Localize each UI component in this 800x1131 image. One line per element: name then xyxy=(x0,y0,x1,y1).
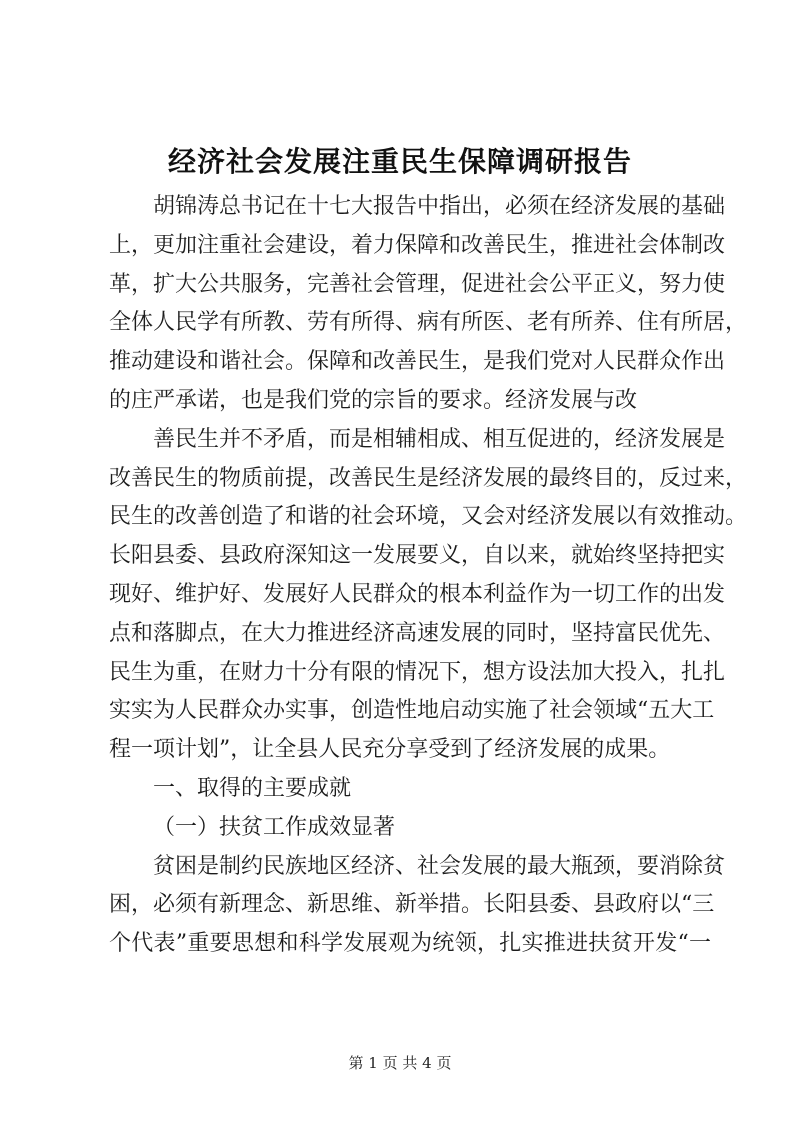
page-title: 经济社会发展注重民生保障调研报告 xyxy=(167,145,632,178)
paragraph-line: 程一项计划”，让全县人民充分享受到了经济发展的成果。 xyxy=(109,737,671,763)
paragraph-line: 上，更加注重社会建设，着力保障和改善民生，推进社会体制改 xyxy=(109,232,726,258)
document-body xyxy=(109,188,748,964)
paragraph-line: 善民生并不矛盾，而是相辅相成、相互促进的，经济发展是 xyxy=(153,426,726,452)
section-heading: 一、取得的主要成就 xyxy=(153,775,352,801)
paragraph-line: 实实为人民群众办实事，创造性地启动实施了社会领域“五大工 xyxy=(109,698,715,724)
paragraph-line: 胡锦涛总书记在十七大报告中指出，必须在经济发展的基础 xyxy=(153,194,726,219)
paragraph-line: 民生为重，在财力十分有限的情况下，想方设法加大投入，扎扎 xyxy=(109,659,726,685)
paragraph-line: 贫困是制约民族地区经济、社会发展的最大瓶颈，要消除贫 xyxy=(153,853,726,879)
paragraph-line: 个代表”重要思想和科学发展观为统领，扎实推进扶贫开发“一 xyxy=(109,931,711,957)
paragraph-line: 民生的改善创造了和谐的社会环境，又会对经济发展以有效推动。 xyxy=(109,504,748,530)
paragraph-line: 困，必须有新理念、新思维、新举措。长阳县委、县政府以“三 xyxy=(109,892,715,918)
page-footer: 第 1 页 共 4 页 xyxy=(348,1054,452,1072)
paragraph-line: 现好、维护好、发展好人民群众的根本利益作为一切工作的出发 xyxy=(109,581,726,607)
paragraph-line: 长阳县委、县政府深知这一发展要义，自以来，就始终坚持把实 xyxy=(109,543,726,569)
paragraph-line: 点和落脚点，在大力推进经济高速发展的同时，坚持富民优先、 xyxy=(109,620,726,646)
paragraph-line: 革，扩大公共服务，完善社会管理，促进社会公平正义，努力使 xyxy=(109,271,726,297)
subsection-heading: （一）扶贫工作成效显著 xyxy=(153,814,396,840)
paragraph-line: 推动建设和谐社会。保障和改善民生，是我们党对人民群众作出 xyxy=(109,349,726,375)
paragraph-line: 全体人民学有所教、劳有所得、病有所医、老有所养、住有所居， xyxy=(109,310,748,336)
paragraph-line: 改善民生的物质前提，改善民生是经济发展的最终目的，反过来， xyxy=(109,465,748,491)
paragraph-line: 的庄严承诺，也是我们党的宗旨的要求。经济发展与改 xyxy=(109,387,638,413)
